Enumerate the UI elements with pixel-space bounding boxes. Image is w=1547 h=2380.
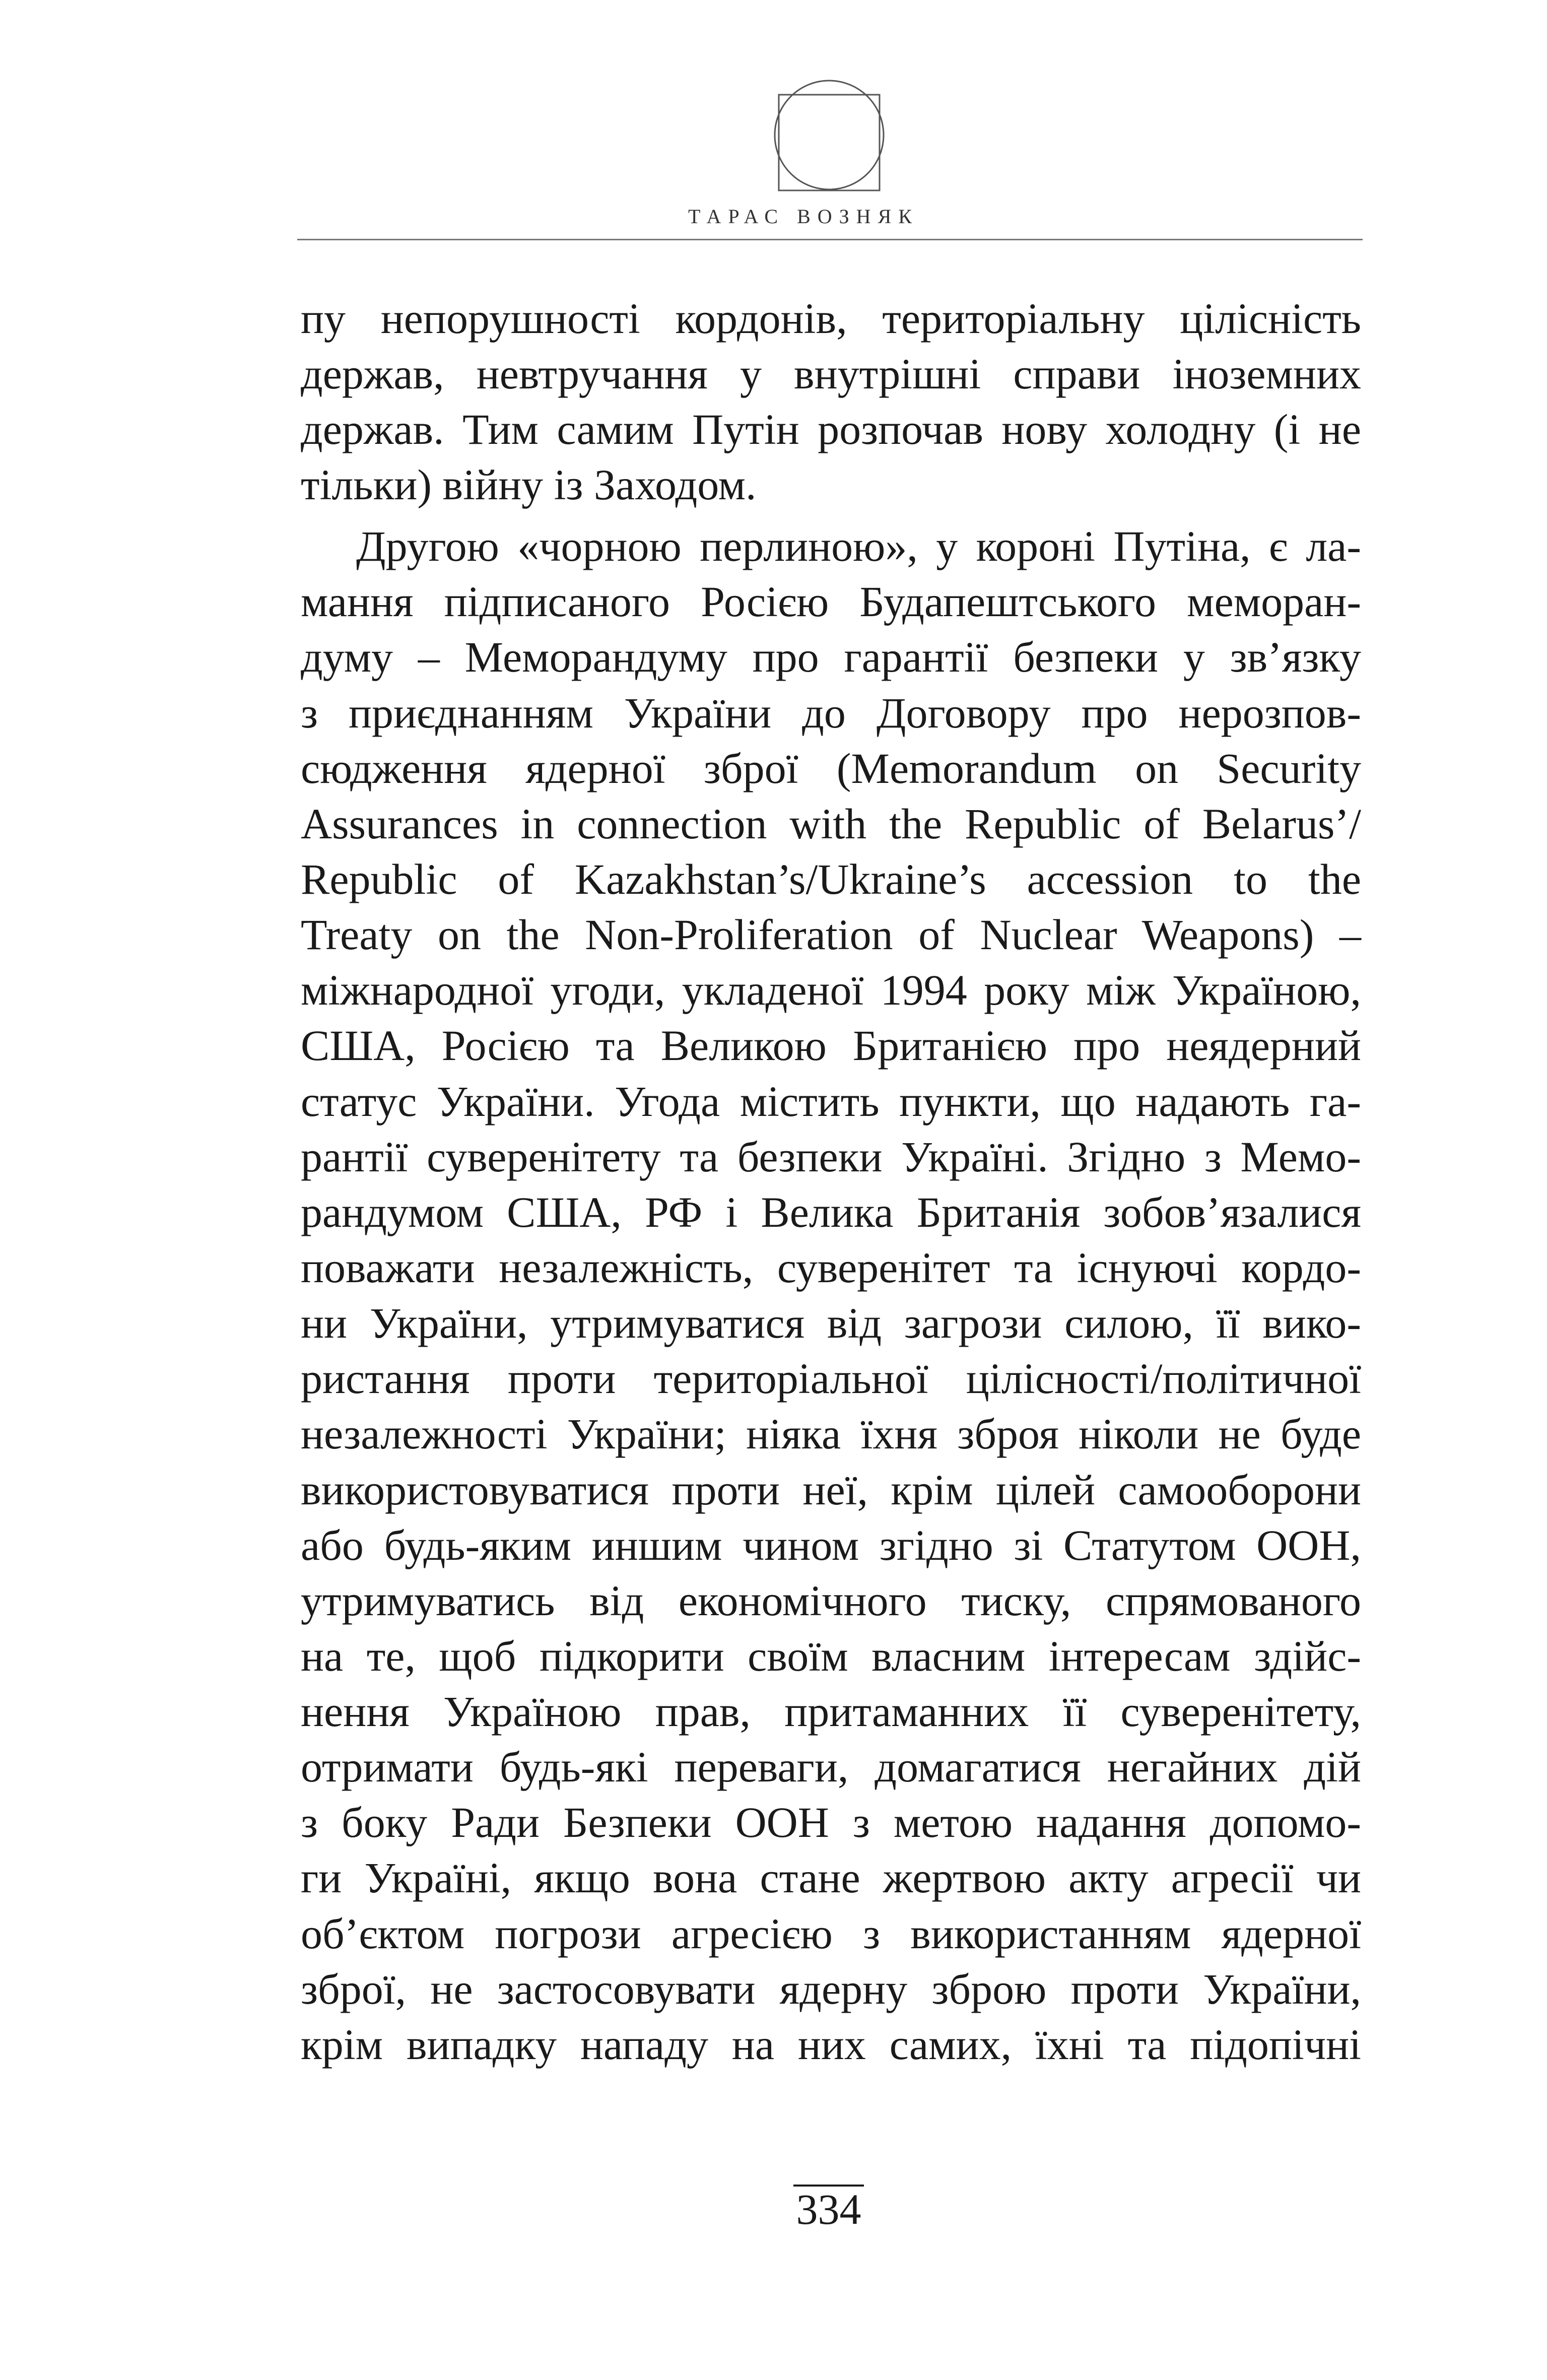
text-line: ни України, утримуватися від загрози силою, її вико- [301,1299,1361,1347]
text-line: Assurances in connection with the Republic of Belarus’/ [301,800,1361,848]
text-line: ристання проти територіальної цілісності/політичної [301,1354,1361,1403]
text-line: з боку Ради Безпеки ООН з метою надання допомо- [301,1798,1361,1846]
text-line: використовуватися проти неї, крім цілей самооборони [301,1466,1361,1514]
text-line: отримати будь-які переваги, домагатися негайних дій [301,1743,1361,1791]
text-line: Republic of Kazakhstan’s/Ukraine’s accession to the [301,855,1361,903]
text-line: незалежності України; ніяка їхня зброя ніколи не буде [301,1410,1361,1458]
text-line: крім випадку нападу на них самих, їхні та підопічні [301,2020,1361,2069]
text-line: нення Україною прав, притаманних її суверенітету, [301,1687,1361,1736]
page-number: 334 [796,2185,861,2233]
text-line: держав, невтручання у внутрішні справи іноземних [301,350,1361,398]
text-line: міжнародної угоди, укладеної 1994 року між Україною, [301,966,1361,1014]
text-line: Treaty on the Non-Proliferation of Nuclear Weapons) – [301,910,1361,959]
text-line: мання підписаного Росією Будапештського меморан- [301,577,1361,626]
text-line: поважати незалежність, суверенітет та існуючі кордо- [301,1243,1361,1292]
text-line: сюдження ядерної зброї (Memorandum on Security [301,744,1361,792]
text-line: утримуватись від економічного тиску, спрямованого [301,1576,1361,1625]
running-head-author: ТАРАС ВОЗНЯК [688,205,919,228]
text-line: держав. Тим самим Путін розпочав нову холодну (і не [301,405,1361,453]
text-line: ги Україні, якщо вона стане жертвою акту агресії чи [301,1854,1361,1902]
text-line: або будь-яким иншим чином згідно зі Статутом ООН, [301,1521,1361,1569]
text-line: пу непорушності кордонів, територіальну цілісність [301,294,1361,343]
text-line: статус України. Угода містить пункти, що надають га- [301,1077,1361,1126]
text-line: об’єктом погрози агресією з використанням ядерної [301,1909,1361,1958]
text-line: рандумом США, РФ і Велика Британія зобов’язалися [301,1188,1361,1236]
text-line: рантії суверенітету та безпеки Україні. Згідно з Мемо- [301,1133,1361,1181]
text-line: на те, щоб підкорити своїм власним інтересам здійс- [301,1632,1361,1680]
text-line: Другою «чорною перлиною», у короні Путіна, є ла- [356,522,1361,570]
text-line: думу – Меморандуму про гарантії безпеки у зв’язку [301,633,1361,681]
text-line: зброї, не застосовувати ядерну зброю проти України, [301,1965,1361,2013]
text-line: тільки) війну із Заходом. [301,460,757,509]
text-line: з приєднанням України до Договору про нерозпов- [301,689,1361,737]
text-line: США, Росією та Великою Британією про неядерний [301,1021,1361,1070]
